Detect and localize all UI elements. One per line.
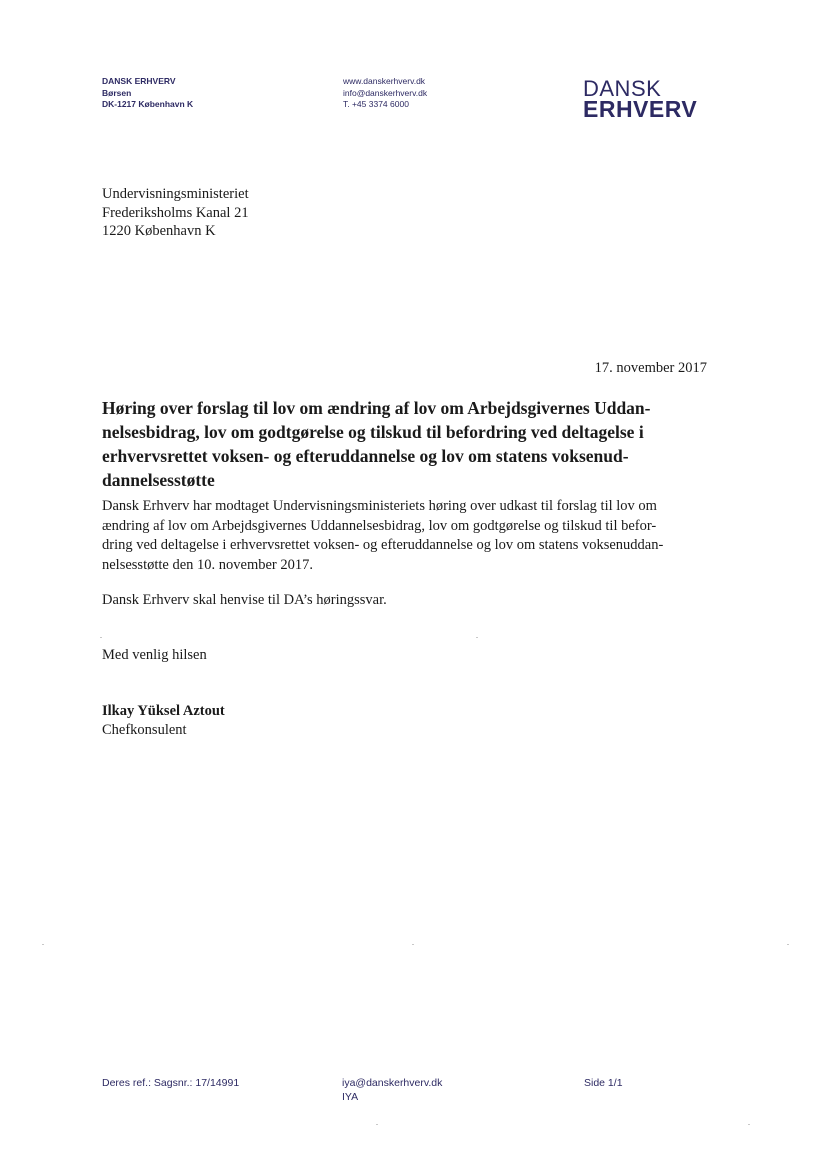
body-paragraph-2 xyxy=(102,591,712,611)
scan-speck xyxy=(376,1124,378,1125)
scan-speck xyxy=(748,1124,750,1125)
subject-line: Høring over forslag til lov om ændring af lov om Arbejdsgivernes Uddan- xyxy=(102,398,651,418)
sender-website-link[interactable]: www.danskerhverv.dk xyxy=(343,76,426,86)
body-line: Dansk Erhverv har modtaget Undervisningsministeriets høring over udkast til forslag til lov om xyxy=(102,498,657,514)
scan-speck xyxy=(100,637,102,638)
footer-initials: IYA xyxy=(342,1091,359,1103)
signature-block xyxy=(102,702,225,740)
scan-speck xyxy=(412,944,414,945)
sender-contact xyxy=(343,76,427,111)
scan-speck xyxy=(476,637,478,638)
scan-speck xyxy=(787,944,789,945)
closing-greeting: Med venlig hilsen xyxy=(102,647,207,663)
sender-email-link[interactable]: info@danskerhverv.dk xyxy=(343,87,428,98)
recipient-name: Undervisningsministeriet xyxy=(102,186,249,202)
logo-line-2: ERHVERV xyxy=(583,96,698,122)
recipient-address xyxy=(102,185,249,241)
logo-line-1: DANSK xyxy=(583,76,662,101)
scan-speck xyxy=(42,944,44,945)
signer-name: Ilkay Yüksel Aztout xyxy=(102,703,225,719)
sender-phone: T. +45 3374 6000 xyxy=(343,99,409,109)
footer-page xyxy=(584,1076,623,1090)
subject-line: dannelsesstøtte xyxy=(102,470,215,490)
footer-reference xyxy=(102,1076,239,1090)
recipient-street: Frederiksholms Kanal 21 xyxy=(102,204,249,221)
sender-building: Børsen xyxy=(102,87,132,98)
body-line: nelsesstøtte den 10. november 2017. xyxy=(102,556,314,573)
body-line: dring ved deltagelse i erhvervsrettet voksen- og efteruddannelse og lov om statens voksenuddan- xyxy=(102,537,664,553)
body-line: Dansk Erhverv skal henvise til DA’s høringssvar. xyxy=(102,592,387,608)
letter-date: 17. november 2017 xyxy=(594,360,707,376)
sender-company-name: DANSK ERHVERV xyxy=(102,76,176,86)
footer-contact xyxy=(342,1076,442,1104)
sender-address xyxy=(102,76,193,111)
recipient-city: 1220 København K xyxy=(102,223,216,239)
footer-email-link[interactable]: iya@danskerhverv.dk xyxy=(342,1077,443,1089)
dansk-erhverv-logo xyxy=(583,78,697,120)
case-reference: Deres ref.: Sagsnr.: 17/14991 xyxy=(102,1077,240,1089)
page-number: Side 1/1 xyxy=(584,1077,623,1089)
subject-line: erhvervsrettet voksen- og efteruddannelse og lov om statens voksenud- xyxy=(102,446,629,466)
subject-line: nelsesbidrag, lov om godtgørelse og tilskud til befordring ved deltagelse i xyxy=(102,422,644,442)
body-line: ændring af lov om Arbejdsgivernes Uddannelsesbidrag, lov om godtgørelse og tilskud til befor- xyxy=(102,517,657,534)
sender-postal-address: DK-1217 København K xyxy=(102,99,194,109)
body-paragraph-1 xyxy=(102,497,712,575)
signer-title: Chefkonsulent xyxy=(102,722,187,738)
subject-heading xyxy=(102,396,708,492)
